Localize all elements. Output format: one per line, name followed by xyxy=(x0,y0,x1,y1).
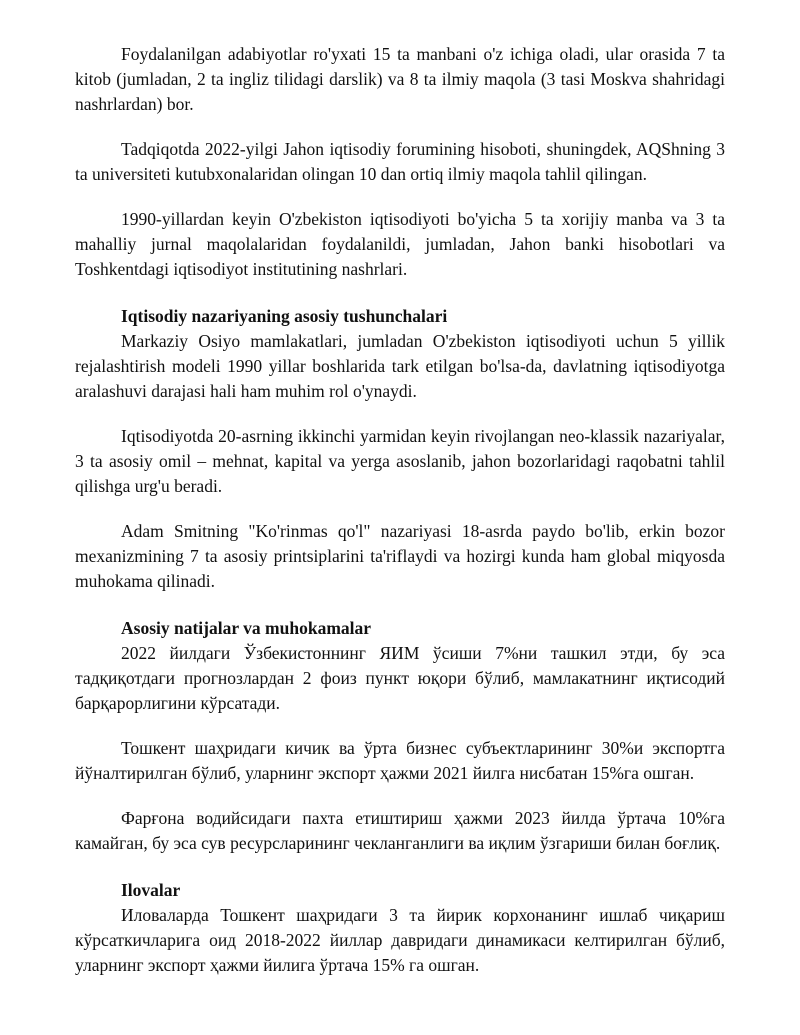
results-paragraph-1: 2022 йилдаги Ўзбекистоннинг ЯИМ ўсиши 7%ни ташкил этди, бу эса тадқиқотдаги прогнозлардан 2 фоиз пункт юқори бўлиб, мамлакатнинг иқтисодий барқарорлигини кўрсатади. xyxy=(75,643,725,713)
theory-paragraph-2: Iqtisodiyotda 20-asrning ikkinchi yarmidan keyin rivojlangan neo-klassik nazariyalar, 3 ta asosiy omil – mehnat, kapital va yerga asoslanib, jahon bozorlaridagi raqobatni tahlil qilishga urg'u beradi. xyxy=(75,426,725,496)
section-heading-results: Asosiy natijalar va muhokamalar xyxy=(121,618,372,638)
intro-paragraph-1: Foydalanilgan adabiyotlar ro'yxati 15 ta manbani o'z ichiga oladi, ular orasida 7 ta kitob (jumladan, 2 ta ingliz tilidagi darslik) va 8 ta ilmiy maqola (3 tasi Moskva shahridagi nashrlardan) bor. xyxy=(75,44,725,114)
appendix-paragraph-1: Иловаларда Тошкент шаҳридаги 3 та йирик корхонанинг ишлаб чиқариш кўрсаткичларига оид 2018-2022 йиллар давридаги динамикаси келтирилган бўлиб, уларнинг экспорт ҳажми йилига ўртача 15% га ошган. xyxy=(75,905,725,975)
results-paragraph-2: Тошкент шаҳридаги кичик ва ўрта бизнес субъектларининг 30%и экспортга йўналтирилган бўлиб, уларнинг экспорт ҳажми 2021 йилга нисбатан 15%га ошган. xyxy=(75,738,725,783)
section-heading-theory: Iqtisodiy nazariyaning asosiy tushunchalari xyxy=(121,306,448,326)
intro-paragraph-3: 1990-yillardan keyin O'zbekiston iqtisodiyoti bo'yicha 5 ta xorijiy manba va 3 ta mahalliy jurnal maqolalaridan foydalanildi, jumladan, Jahon banki hisobotlari va Toshkentdagi iqtisodiyot institutining nashrlari. xyxy=(75,209,725,279)
intro-paragraph-2: Tadqiqotda 2022-yilgi Jahon iqtisodiy forumining hisoboti, shuningdek, AQShning 3 ta universiteti kutubxonalaridan olingan 10 dan ortiq ilmiy maqola tahlil qilingan. xyxy=(75,139,725,184)
results-paragraph-3: Фарғона водийсидаги пахта етиштириш ҳажми 2023 йилда ўртача 10%га камайган, бу эса сув ресурсларининг чекланганлиги ва иқлим ўзгариши билан боғлиқ. xyxy=(75,808,725,853)
theory-paragraph-1: Markaziy Osiyo mamlakatlari, jumladan O'zbekiston iqtisodiyoti uchun 5 yillik rejalashtirish modeli 1990 yillar boshlarida tark etilgan bo'lsa-da, davlatning iqtisodiyotga aralashuvi darajasi hali ham muhim rol o'ynaydi. xyxy=(75,331,725,401)
document-page xyxy=(75,42,725,978)
theory-paragraph-3: Adam Smitning "Ko'rinmas qo'l" nazariyasi 18-asrda paydo bo'lib, erkin bozor mexanizmining 7 ta asosiy printsiplarini ta'riflaydi va hozirgi kunda ham global miqyosda muhokama qilinadi. xyxy=(75,521,725,591)
section-heading-appendix: Ilovalar xyxy=(121,880,181,900)
